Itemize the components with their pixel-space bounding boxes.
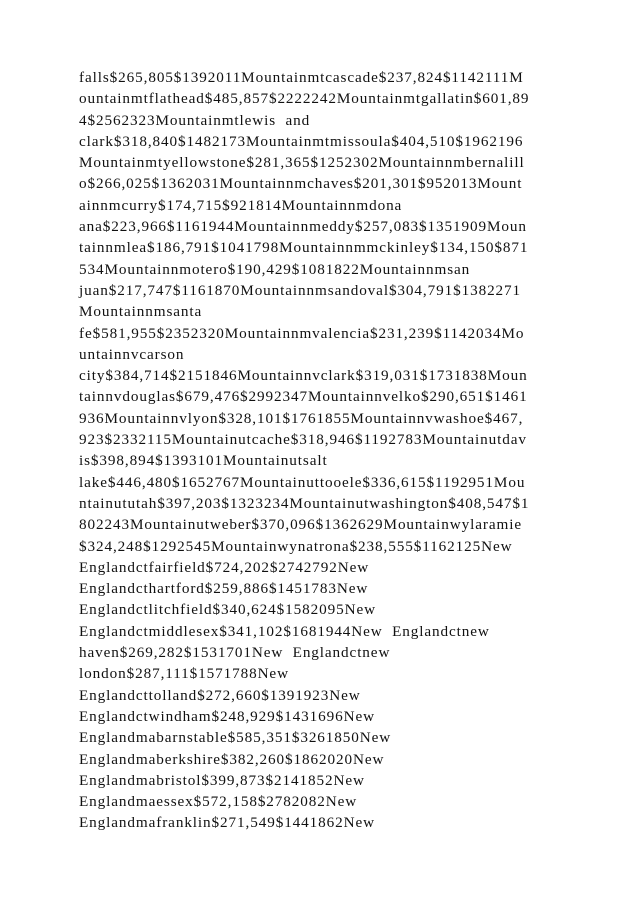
text-line: 936Mountainnvlyon$328,101$1761855Mountainnvwashoe$467, [79, 409, 524, 427]
text-line: Englandcthartford$259,886$1451783New [79, 580, 369, 598]
text-line: Englandmabristol$399,873$2141852New [79, 771, 365, 789]
text-line: $324,248$1292545Mountainwynatrona$238,555$1162125New [79, 537, 513, 555]
text-line: Englandcttolland$272,660$1391923New [79, 686, 361, 704]
text-line: ana$223,966$1161944Mountainnmeddy$257,083$1351909Moun [79, 218, 527, 236]
text-line: untainnvcarson [79, 345, 185, 363]
body-text [79, 67, 569, 834]
text-line: juan$217,747$1161870Mountainnmsandoval$304,791$1382271 [79, 281, 522, 299]
text-line: Englandctmiddlesex$341,102$1681944New Englandctnew [79, 622, 490, 640]
text-line: ountainmtflathead$485,857$2222242Mountainmtgallatin$601,89 [79, 90, 530, 108]
text-line: ainnmcurry$174,715$921814Mountainnmdona [79, 196, 403, 214]
text-line: Englandctlitchfield$340,624$1582095New [79, 601, 376, 619]
text-line: fe$581,955$2352320Mountainnmvalencia$231,239$1142034Mo [79, 324, 525, 342]
text-line: Englandctwindham$248,929$1431696New [79, 707, 375, 725]
text-line: Englandmafranklin$271,549$1441862New [79, 814, 376, 832]
text-line: Englandmaessex$572,158$2782082New [79, 793, 358, 811]
text-line: haven$269,282$1531701New Englandctnew [79, 644, 391, 662]
text-line: ntainututah$397,203$1323234Mountainutwashington$408,547$1 [79, 494, 530, 512]
text-line: city$384,714$2151846Mountainnvclark$319,031$1731838Moun [79, 367, 528, 385]
text-line: tainnvdouglas$679,476$2992347Mountainnvelko$290,651$1461 [79, 388, 528, 406]
text-line: Mountainmtyellowstone$281,365$1252302Mountainnmbernalill [79, 154, 525, 172]
text-line: Englandmaberkshire$382,260$1862020New [79, 750, 385, 768]
text-line: 534Mountainnmotero$190,429$1081822Mountainnmsan [79, 260, 471, 278]
text-line: falls$265,805$1392011Mountainmtcascade$237,824$1142111M [79, 69, 524, 86]
text-line: 4$2562323Mountainmtlewis and [79, 111, 311, 129]
text-line: Englandmabarnstable$585,351$3261850New [79, 729, 392, 747]
text-line: tainnmlea$186,791$1041798Mountainnmmckinley$134,150$871 [79, 239, 529, 257]
text-line: Mountainnmsanta [79, 303, 203, 321]
text-line: london$287,111$1571788New [79, 665, 289, 683]
text-line: 923$2332115Mountainutcache$318,946$1192783Mountainutdav [79, 431, 527, 449]
text-line: lake$446,480$1652767Mountainuttooele$336,615$1192951Mou [79, 473, 526, 491]
text-line: o$266,025$1362031Mountainnmchaves$201,301$952013Mount [79, 175, 523, 193]
text-line: 802243Mountainutweber$370,096$1362629Mountainwylaramie [79, 516, 522, 534]
text-line: is$398,894$1393101Mountainutsalt [79, 452, 328, 470]
text-line: clark$318,840$1482173Mountainmtmissoula$404,510$1962196 [79, 132, 524, 150]
text-line: Englandctfairfield$724,202$2742792New [79, 558, 370, 576]
